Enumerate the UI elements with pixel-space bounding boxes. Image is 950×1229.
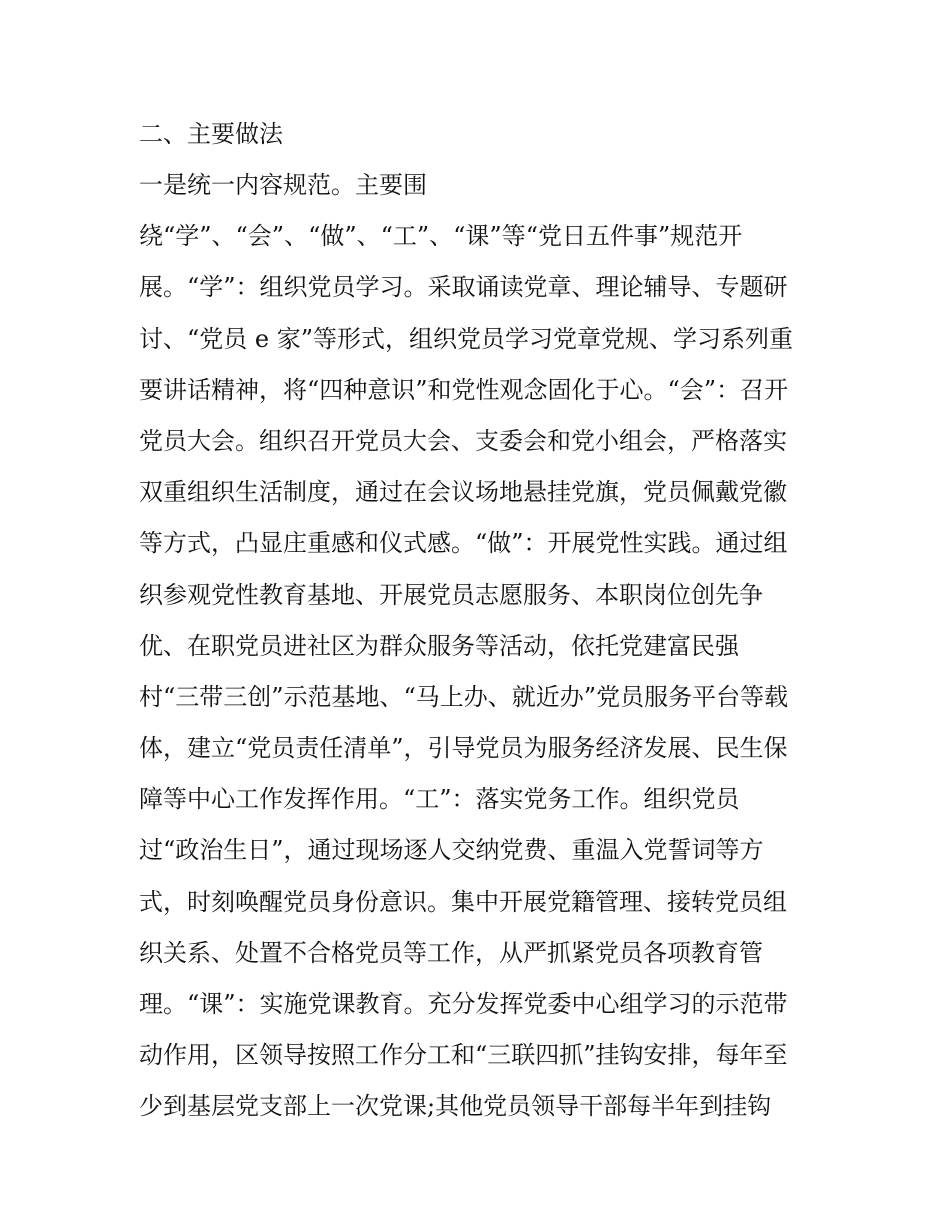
text-line: 优、在职党员进社区为群众服务等活动，依托党建富民强 xyxy=(139,631,739,660)
text-line: 少到基层党支部上一次党课;其他党员领导干部每半年到挂钩 xyxy=(139,1092,772,1121)
text-line: 党员大会。组织召开党员大会、支委会和党小组会，严格落实 xyxy=(139,426,787,455)
text-line: 织关系、处置不合格党员等工作，从严抓紧党员各项教育管 xyxy=(139,938,763,967)
document-body xyxy=(139,108,819,1133)
text-line: 村“三带三创”示范基地、“马上办、就近办”党员服务平台等载 xyxy=(139,682,789,711)
text-line: 障等中心工作发挥作用。“工”：落实党务工作。组织党员 xyxy=(139,785,740,814)
section-heading: 二、主要做法 xyxy=(139,120,283,148)
text-line: 展。“学”：组织党员学习。采取诵读党章、理论辅导、专题研 xyxy=(139,273,788,302)
text-line: 等方式，凸显庄重感和仪式感。“做”：开展党性实践。通过组 xyxy=(139,529,788,558)
text-line: 双重组织生活制度，通过在会议场地悬挂党旗，党员佩戴党徽 xyxy=(139,478,787,507)
text-line: 织参观党性教育基地、开展党员志愿服务、本职岗位创先争 xyxy=(139,580,763,609)
text-line: 要讲话精神，将“四种意识”和党性观念固化于心。“会”：召开 xyxy=(139,375,789,404)
text-line: 绕“学”、“会”、“做”、“工”、“课”等“党日五件事”规范开 xyxy=(139,222,743,251)
text-line: 理。“课”：实施党课教育。充分发挥党委中心组学习的示范带 xyxy=(139,990,788,1018)
text-line: 动作用，区领导按照工作分工和“三联四抓”挂钩安排，每年至 xyxy=(139,1041,788,1070)
text-line: 过“政治生日”，通过现场逐人交纳党费、重温入党誓词等方 xyxy=(139,836,764,865)
text-line: 一是统一内容规范。主要围 xyxy=(139,171,427,199)
text-line: 式，时刻唤醒党员身份意识。集中开展党籍管理、接转党员组 xyxy=(139,887,787,916)
text-line: 体，建立“党员责任清单”，引导党员为服务经济发展、民生保 xyxy=(139,734,788,763)
text-line: 讨、“党员 e 家”等形式，组织党员学习党章党规、学习系列重 xyxy=(139,324,793,353)
